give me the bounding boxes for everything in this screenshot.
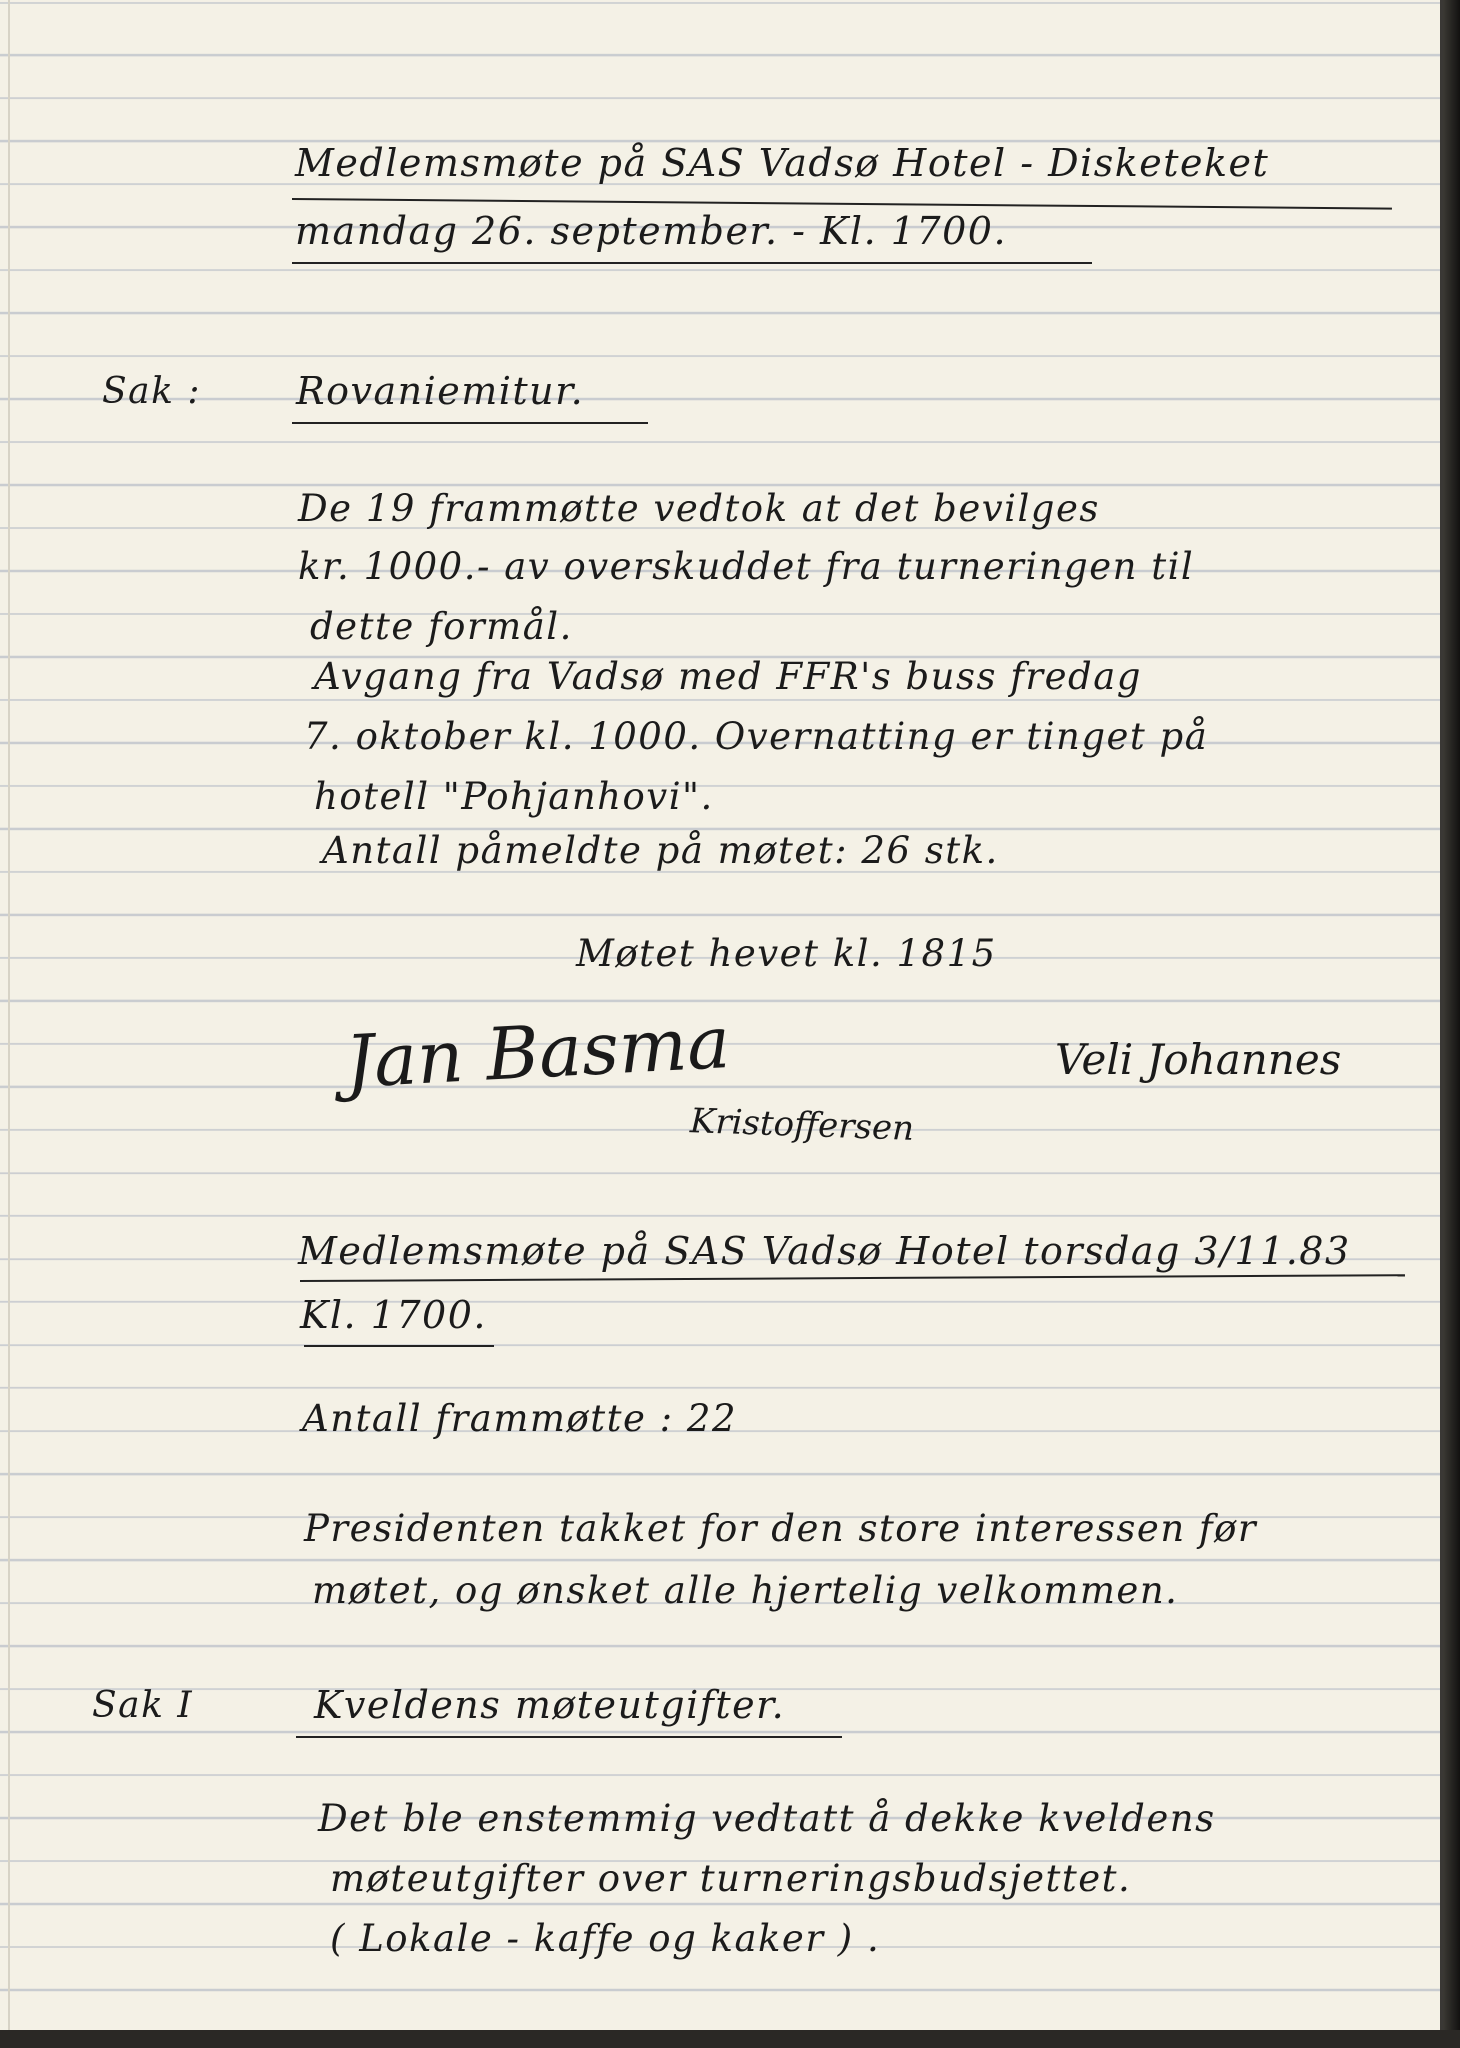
notebook-edge — [1443, 0, 1460, 2048]
meeting1-title-underline1 — [292, 198, 1392, 210]
item2-title-underline — [296, 1736, 842, 1738]
signature-1: Jan Basma — [343, 999, 732, 1105]
item1-title: Rovaniemitur. — [296, 369, 585, 413]
meeting2-title-underline2 — [304, 1345, 494, 1347]
item1-label: Sak : — [102, 371, 202, 412]
item1-body-line: 7. oktober kl. 1000. Overnatting er tinget på — [304, 715, 1209, 758]
item1-body-line: De 19 frammøtte vedtok at det bevilges — [298, 487, 1100, 530]
item1-body-line: dette formål. — [310, 605, 573, 648]
meeting2-intro-line: Presidenten takket for den store interessen før — [304, 1507, 1258, 1550]
item1-body-line: Avgang fra Vadsø med FFR's buss fredag — [314, 655, 1142, 698]
meeting1-title-line1: Medlemsmøte på SAS Vadsø Hotel - Disketeket — [295, 141, 1270, 185]
signature-2: Kristoffersen — [689, 1101, 915, 1149]
item1-closing: Møtet hevet kl. 1815 — [576, 932, 997, 975]
meeting2-intro-line: møtet, og ønsket alle hjertelig velkommen. — [312, 1569, 1179, 1612]
meeting2-attendance: Antall frammøtte : 22 — [302, 1397, 737, 1440]
meeting2-title-underline1 — [300, 1274, 1405, 1282]
item2-label: Sak I — [92, 1685, 194, 1726]
item2-title: Kveldens møteutgifter. — [314, 1683, 786, 1727]
meeting1-title-line2: mandag 26. september. - Kl. 1700. — [295, 209, 1008, 253]
item2-body-line: ( Lokale - kaffe og kaker ) . — [330, 1917, 881, 1960]
meeting2-title-line2: Kl. 1700. — [300, 1293, 487, 1337]
item2-body-line: Det ble enstemmig vedtatt å dekke kveldens — [318, 1797, 1216, 1840]
item2-body-line: møteutgifter over turneringsbudsjettet. — [330, 1857, 1132, 1900]
item1-body-line: Antall påmeldte på møtet: 26 stk. — [322, 829, 999, 872]
page-margin-line — [8, 0, 10, 2030]
item1-body-line: kr. 1000.- av overskuddet fra turneringen til — [298, 545, 1195, 588]
signature-3: Veli Johannes — [1055, 1035, 1342, 1084]
item1-body-line: hotell "Pohjanhovi". — [314, 775, 714, 818]
meeting2-title-line1: Medlemsmøte på SAS Vadsø Hotel torsdag 3/11.83 — [298, 1229, 1351, 1273]
notebook-bottom-edge — [0, 2030, 1460, 2048]
item1-title-underline — [292, 422, 648, 424]
meeting1-title-underline2 — [292, 262, 1092, 264]
